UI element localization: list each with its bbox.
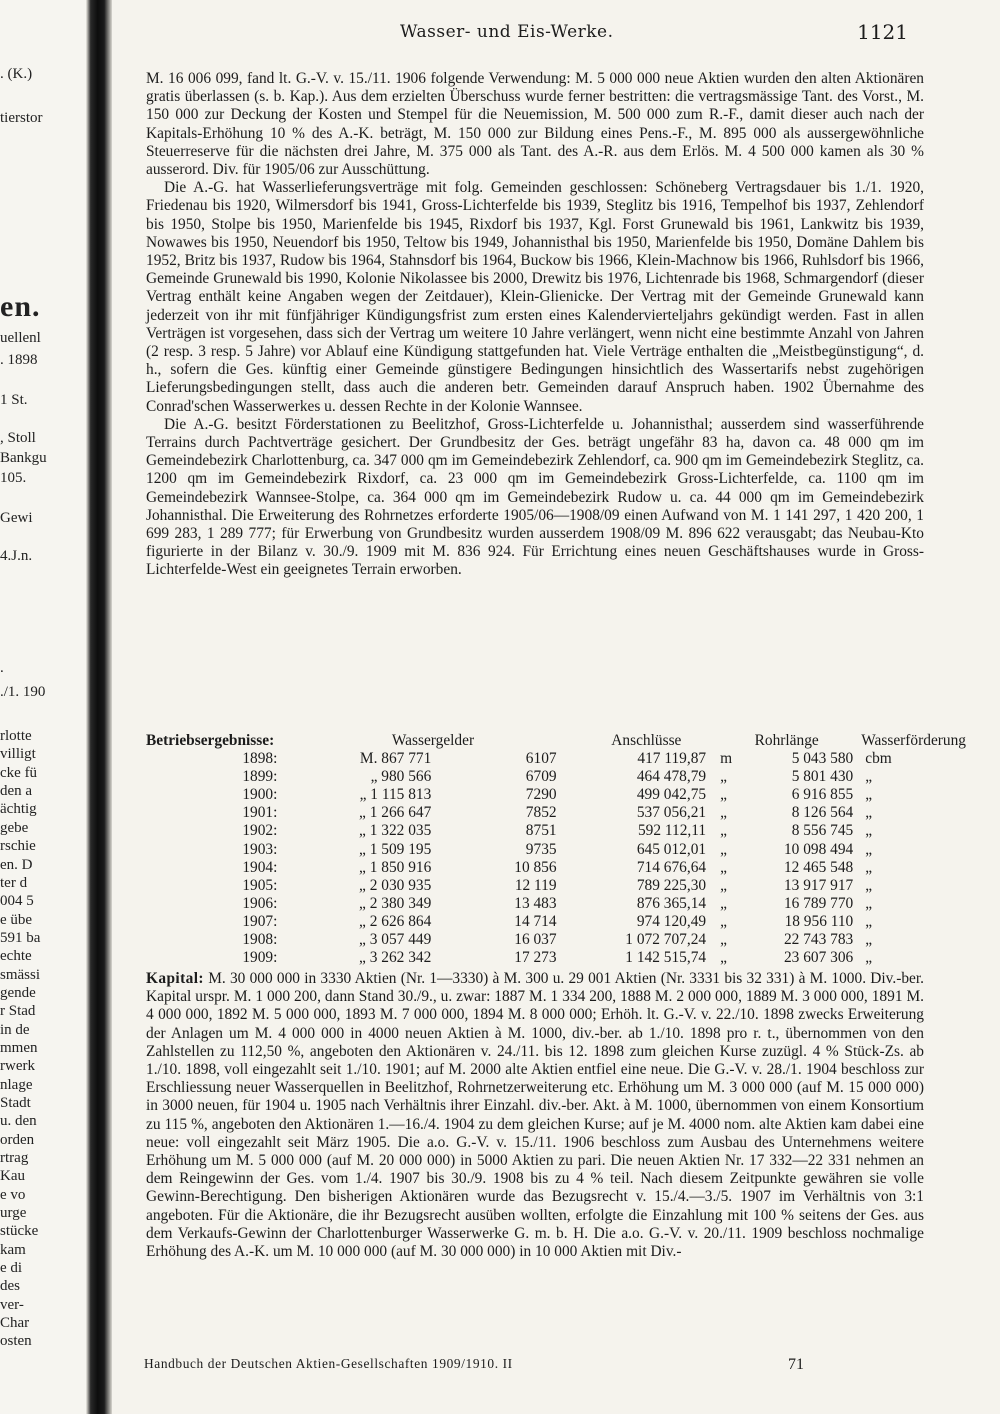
rohrlaenge-unit-cell: m: [720, 750, 733, 768]
year-cell: 1902:: [242, 822, 278, 840]
margin-fragment: r Stad: [0, 1003, 36, 1019]
wasserfoerderung-unit-cell: cbm: [865, 750, 892, 768]
wasserfoerderung-unit-cell: „: [865, 768, 873, 786]
margin-fragment: orden: [0, 1132, 35, 1148]
rohrlaenge-unit-cell: „: [720, 876, 727, 894]
wasserfoerderung-unit-cell: „: [865, 822, 873, 840]
year-cell: 1906:: [242, 894, 278, 912]
anschluesse-cell: 6709: [525, 768, 557, 786]
margin-fragment: villigt: [0, 746, 36, 762]
margin-fragment: u. den: [0, 1113, 37, 1129]
margin-fragment: e vo: [0, 1187, 26, 1203]
table-row: [146, 822, 966, 840]
rohrlaenge-cell: 464 478,79: [636, 768, 707, 786]
anschluesse-cell: 17 273: [514, 949, 557, 967]
wasserfoerderung-unit-cell: „: [865, 876, 873, 894]
margin-fragment: en.: [0, 290, 41, 323]
wasserfoerderung-unit-cell: „: [865, 804, 873, 822]
rohrlaenge-cell: 876 365,14: [636, 894, 707, 912]
margin-fragment: Bankgu: [0, 450, 47, 466]
wasserfoerderung-cell: 23 607 306: [783, 949, 854, 967]
margin-fragment: . 1898: [0, 352, 38, 368]
year-cell: 1898:: [242, 750, 278, 768]
margin-fragment: ver-: [0, 1297, 24, 1313]
rohrlaenge-unit-cell: „: [720, 931, 727, 949]
rohrlaenge-unit-cell: „: [720, 840, 727, 858]
margin-fragment: 105.: [0, 470, 27, 486]
margin-fragment: rlotte: [0, 728, 32, 744]
capital-label: Kapital:: [146, 970, 204, 987]
table-row: [146, 804, 966, 822]
rohrlaenge-cell: 592 112,11: [637, 822, 707, 840]
wasserfoerderung-unit-cell: „: [865, 894, 873, 912]
paragraph-contracts: Die A.-G. hat Wasserlieferungsverträge mit folg. Gemeinden geschlossen: Schöneberg Vertragsdauer bis 1./1. 1920, Friedenau bis 1920, Wilmersdorf bis 1941, Gross-Lichterfelde bis 1939, Steglitz bis 1916, Tempelhof bis 1937, Zehlendorf bis 1950, Stolpe bis 1950, Marienfelde bis 1945, Rixdorf bis 1937, Kgl. Forst Grunewald bis 1961, Lankwitz bis 1939, Nowawes bis 1950, Neuendorf bis 1950, Teltow bis 1949, Johannisthal bis 1950, Marienfelde bis 1950, Domäne Dahlem bis 1952, Britz bis 1937, Rudow bis 1964, Stahnsdorf bis 1964, Buckow bis 1966, Klein-Machnow bis 1966, Ruhlsdorf bis 1966, Gemeinde Grunewald bis 1990, Kolonie Nikolassee bis 2000, Drewitz bis 1976, Lichtenrade bis 1968, Schmargendorf (dieser Vertrag enthält keine Angaben wegen der Zeitdauer), Klein-Glienicke. Der Vertrag mit der Gemeinde Grunewald kann jederzeit von ihr mit fünfjähriger Kündigungsfrist zum ersten eines Kalendervierteljahrs gekündigt werden. Fast in allen Verträgen ist vorgesehen, dass sich der Vertrag um weitere 10 Jahre verlängert, wenn nicht eine bestimmte Anzahl von Jahren (2 resp. 3 resp. 5 Jahre) vor Ablauf eine Kündigung stattgefunden hat. Viele Verträge enthalten die „Meistbegünstigung“, d. h., sofern die Ges. künftig einer Gemeinde günstigere Bedingungen hinsichtlich des Wassertarifs nebst zugehörigen Lieferungsbedingungen stellt, dass auch die anderen betr. Gemeinden darauf Anspruch haben. 1902 Übernahme des Conrad'schen Wasserwerkes u. dessen Rechte in der Kolonie Wannsee.: [146, 179, 924, 415]
margin-fragment: .: [0, 660, 4, 676]
wasserfoerderung-cell: 18 956 110: [784, 912, 854, 930]
wasserfoerderung-cell: 13 917 917: [783, 876, 854, 894]
wasserfoerderung-cell: 8 556 745: [791, 822, 854, 840]
margin-fragment: 004 5: [0, 893, 34, 909]
margin-fragment: 591 ba: [0, 930, 41, 946]
wassergelder-cell: „ 3 057 449: [359, 931, 432, 949]
table-row: [146, 768, 966, 786]
margin-fragment: rtrag: [0, 1150, 29, 1166]
margin-fragment: gende: [0, 985, 36, 1001]
margin-fragment: cke fü: [0, 765, 38, 781]
margin-fragment: 4.J.n.: [0, 548, 33, 564]
margin-fragment: 1 St.: [0, 392, 28, 408]
body-text: [146, 70, 924, 580]
margin-fragment: in de: [0, 1022, 30, 1038]
wasserfoerderung-cell: 5 043 580: [791, 750, 854, 768]
year-cell: 1903:: [242, 840, 278, 858]
running-head: Wasser- und Eis-Werke.: [400, 22, 614, 42]
margin-fragment: tierstor: [0, 110, 43, 126]
anschluesse-cell: 12 119: [514, 876, 557, 894]
margin-fragment: ächtig: [0, 801, 37, 817]
margin-fragment: nlage: [0, 1077, 33, 1093]
margin-fragment: den a: [0, 783, 33, 799]
year-cell: 1900:: [242, 786, 278, 804]
wassergelder-cell: „ 3 262 342: [359, 949, 432, 967]
anschluesse-cell: 13 483: [514, 894, 557, 912]
col-header-rohrlaenge: Rohrlänge: [754, 732, 819, 749]
margin-fragment: rschie: [0, 838, 36, 854]
results-body: [146, 750, 966, 967]
margin-fragment: gebe: [0, 820, 29, 836]
anschluesse-cell: 6107: [525, 750, 557, 768]
wasserfoerderung-cell: 22 743 783: [783, 931, 854, 949]
table-row: [146, 786, 966, 804]
rohrlaenge-cell: 974 120,49: [636, 912, 707, 930]
wasserfoerderung-cell: 12 465 548: [783, 858, 854, 876]
col-header-wassergelder: Wassergelder: [391, 732, 475, 749]
margin-fragment: rwerk: [0, 1058, 35, 1074]
wasserfoerderung-unit-cell: „: [865, 949, 873, 967]
page-number: 1121: [857, 20, 908, 44]
wasserfoerderung-cell: 8 126 564: [791, 804, 854, 822]
wassergelder-cell: „ 2 626 864: [359, 912, 432, 930]
anschluesse-cell: 8751: [525, 822, 557, 840]
wasserfoerderung-cell: 5 801 430: [791, 768, 854, 786]
table-row: [146, 949, 966, 967]
margin-fragment: uellenl: [0, 330, 41, 346]
table-row: [146, 859, 966, 877]
wassergelder-cell: „ 2 380 349: [359, 894, 432, 912]
margin-fragment: . (K.): [0, 66, 33, 82]
rohrlaenge-cell: 645 012,01: [636, 840, 707, 858]
capital-text: M. 30 000 000 in 3330 Aktien (Nr. 1—3330) à M. 300 u. 29 001 Aktien (Nr. 3331 bis 32 331) à M. 1000. Div.-ber. Kapital urspr. M. 1 000 200, dann Stand 30./9., u. zwar: 1887 M. 1 334 200, 1888 M. 2 000 000, 1889 M. 3 000 000, 1891 M. 4 000 000, 1892 M. 5 000 000, 1893 M. 7 000 000, 1894 M. 8 000 000; Erhöh. lt. G.-V. v. 22./10. 1898 zwecks Erweiterung der Anlagen um M. 4 000 000 in 4000 neuen Aktien à M. 1000, div.-ber. ab 1./10. 1898 pro r. t., übernommen von den Zahlstellen zu 112,50 %, angeboten den Aktionären v. 24./11. bis 12. 1898 zum gleichen Kurse zuzügl. 4 % Stück-Zs. ab 1./10. 1898, voll eingezahlt seit 1./10. 1901; auf M. 2000 alte Aktien entfiel eine neue. Die G.-V. v. 28./1. 1904 beschloss zur Erschliessung neuer Wasserquellen in Beelitzhof, Rohrnetzerweiterung etc. Erhöhung um M. 3 000 000 (auf M. 15 000 000) in 3000 neuen, für 1904 u. 1905 nach Verhältnis ihrer Einzahl. div.-ber. Akt. à M. 1000, übernommen von einem Konsortium zu 115 %, angeboten den Aktionären 1.—16./4. 1904 zu dem gleichen Kurse; auf je M. 4000 nom. alte Aktien kam dabei eine neue: voll eingezahlt seit März 1905. Die a.o. G.-V. v. 15./11. 1906 beschloss zum Ausbau des Unternehmens weitere Erhöhung um M. 5 000 000 (auf M. 20 000 000) in 5000 Aktien zu pari. Die neuen Aktien Nr. 17 332—22 331 nehmen an dem Reingewinn der Ges. vom 1./4. 1907 bis 30./9. 1908 bis zu 4 % teil. Nach diesem Zeitpunkte gewähren sie volle Gewinn-Berechtigung. Den bisherigen Aktionären wurde das Bezugsrecht v. 15./4.—3./5. 1907 im Verhältnis von 3:1 angeboten. Für die Aktionäre, die ihr Bezugsrecht ausüben wollten, erfolgte die Einzahlung mit 100 % seitens der Ges. aus dem Verkaufs-Gewinn der Charlottenburger Wasserwerke G. m. b. H. Die a.o. G.-V. v. 20./11. 1909 beschloss nochmalige Erhöhung des A.-K. um M. 10 000 000 (auf M. 30 000 000) in 10 000 Aktien mit Div.-: [146, 970, 924, 1261]
margin-fragment: e di: [0, 1260, 23, 1276]
results-header-row: [146, 732, 966, 750]
wasserfoerderung-unit-cell: „: [865, 931, 873, 949]
wassergelder-cell: M. 867 771: [359, 750, 432, 768]
table-row: [146, 913, 966, 931]
table-row: [146, 750, 966, 768]
margin-fragment: ter d: [0, 875, 28, 891]
rohrlaenge-unit-cell: „: [720, 858, 727, 876]
operating-results-table: [146, 732, 966, 967]
capital-paragraph: [146, 970, 924, 1261]
margin-fragment: urge: [0, 1205, 27, 1221]
rohrlaenge-unit-cell: „: [720, 912, 727, 930]
paragraph-property: Die A.-G. besitzt Förderstationen zu Beelitzhof, Gross-Lichterfelde u. Johannisthal; ausserdem sind wasserführende Terrains durch Pachtverträge gesichert. Der Grundbesitz der Ges. beträgt ungefähr 83 ha, davon ca. 48 000 qm im Gemeindebezirk Charlottenburg, ca. 347 000 qm im Gemeindebezirk Zehlendorf, ca. 900 qm im Gemeindebezirk Steglitz, ca. 1200 qm im Gemeindebezirk Rixdorf, ca. 23 000 qm im Gemeindebezirk Gross-Lichterfelde, ca. 1100 qm im Gemeindebezirk Wannsee-Stolpe, ca. 364 000 qm im Gemeindebezirk Rudow u. ca. 44 000 qm im Gemeindebezirk Johannisthal. Die Erweiterung des Rohrnetzes erforderte 1905/06—1908/09 einen Aufwand von M. 1 141 297, 1 420 200, 1 699 283, 1 289 777; für Erwerbung von Grundbesitz wurden ausserdem 1908/09 M. 896 622 verausgabt; das Neubau-Kto figurierte in der Bilanz v. 30./9. 1909 mit M. 836 924. Für Errichtung eines neuen Geschäftshauses wurde in Gross-Lichterfelde-West ein geeignetes Terrain erworben.: [146, 415, 924, 579]
margin-fragment: ./1. 190: [0, 684, 46, 700]
anschluesse-cell: 14 714: [514, 912, 557, 930]
rohrlaenge-cell: 499 042,75: [636, 786, 707, 804]
capital-section: [146, 970, 924, 1261]
wassergelder-cell: „ 1 322 035: [359, 822, 432, 840]
year-cell: 1904:: [242, 858, 278, 876]
anschluesse-cell: 7852: [525, 804, 557, 822]
year-cell: 1908:: [242, 931, 278, 949]
margin-fragment: osten: [0, 1333, 32, 1349]
anschluesse-cell: 16 037: [514, 931, 557, 949]
margin-fragment: stücke: [0, 1223, 39, 1239]
wasserfoerderung-unit-cell: „: [865, 786, 873, 804]
rohrlaenge-unit-cell: „: [720, 768, 727, 786]
table-row: [146, 931, 966, 949]
rohrlaenge-unit-cell: „: [720, 822, 727, 840]
rohrlaenge-cell: 417 119,87: [637, 750, 707, 768]
margin-fragment: en. D: [0, 857, 33, 873]
rohrlaenge-unit-cell: „: [720, 804, 727, 822]
margin-fragment: echte: [0, 948, 32, 964]
year-cell: 1899:: [242, 768, 278, 786]
table-row: [146, 877, 966, 895]
margin-fragment: smässi: [0, 967, 41, 983]
year-cell: 1901:: [242, 804, 278, 822]
anschluesse-cell: 7290: [525, 786, 557, 804]
rohrlaenge-unit-cell: „: [720, 894, 727, 912]
footer-signature: 71: [788, 1356, 804, 1373]
year-cell: 1909:: [242, 949, 278, 967]
paragraph-dividend: M. 16 006 099, fand lt. G.-V. v. 15./11. 1906 folgende Verwendung: M. 5 000 000 neue Aktien wurden den alten Aktionären gratis überlassen (s. b. Kap.). Aus dem erzielten Überschuss wurde ferner bestritten: die vertragsmässige Tant. des Vorst., M. 150 000 zur Deckung der Kosten und Stempel für die Neuemission, M. 500 000 zum R.-F., damit dieser auch nach der Kapitals-Erhöhung 10 % des A.-K. beträgt, M. 150 000 zur Bildung eines Pens.-F., M. 895 000 als aussergewöhnliche Steuerreserve für die nächsten drei Jahre, M. 375 000 als Tant. des A.-R. aus dem Erlös. M. 4 500 000 kamen als 30 % ausserord. Div. für 1905/06 zur Ausschüttung.: [146, 70, 924, 179]
margin-fragment: e übe: [0, 912, 33, 928]
wasserfoerderung-cell: 16 789 770: [783, 894, 854, 912]
rohrlaenge-unit-cell: „: [720, 786, 727, 804]
document-page: [112, 0, 1000, 1414]
rohrlaenge-cell: 714 676,64: [636, 858, 707, 876]
rohrlaenge-cell: 537 056,21: [636, 804, 707, 822]
wassergelder-cell: „ 1 850 916: [359, 858, 432, 876]
wasserfoerderung-cell: 6 916 855: [791, 786, 854, 804]
table-row: [146, 841, 966, 859]
year-cell: 1907:: [242, 912, 278, 930]
anschluesse-cell: 10 856: [514, 858, 557, 876]
col-header-anschluesse: Anschlüsse: [611, 732, 682, 749]
table-row: [146, 895, 966, 913]
margin-fragment: kam: [0, 1242, 26, 1258]
wassergelder-cell: „ 1 266 647: [359, 804, 432, 822]
margin-fragment: , Stoll: [0, 430, 36, 446]
previous-page-strip: [0, 0, 86, 1414]
results-label: Betriebsergebnisse:: [146, 732, 275, 749]
wasserfoerderung-cell: 10 098 494: [783, 840, 854, 858]
margin-fragment: Kau: [0, 1168, 25, 1184]
margin-fragment: Char: [0, 1315, 30, 1331]
rohrlaenge-cell: 1 142 515,74: [625, 949, 707, 967]
wasserfoerderung-unit-cell: „: [865, 858, 873, 876]
rohrlaenge-cell: 1 072 707,24: [625, 931, 707, 949]
wassergelder-cell: „ 1 509 195: [359, 840, 432, 858]
margin-fragment: mmen: [0, 1040, 38, 1056]
wassergelder-cell: „ 2 030 935: [359, 876, 432, 894]
rohrlaenge-cell: 789 225,30: [636, 876, 707, 894]
binding-gutter: [86, 0, 112, 1414]
anschluesse-cell: 9735: [525, 840, 557, 858]
wassergelder-cell: „ 980 566: [370, 768, 432, 786]
margin-fragment: Stadt: [0, 1095, 31, 1111]
margin-fragment: des: [0, 1278, 20, 1294]
wassergelder-cell: „ 1 115 813: [359, 786, 432, 804]
col-header-wasserfoerderung: Wasserförderung: [861, 732, 966, 749]
margin-fragment: Gewi: [0, 510, 33, 526]
wasserfoerderung-unit-cell: „: [865, 912, 873, 930]
footer-imprint: Handbuch der Deutschen Aktien-Gesellschaften 1909/1910. II: [144, 1356, 513, 1371]
rohrlaenge-unit-cell: „: [720, 949, 727, 967]
wasserfoerderung-unit-cell: „: [865, 840, 873, 858]
year-cell: 1905:: [242, 876, 278, 894]
